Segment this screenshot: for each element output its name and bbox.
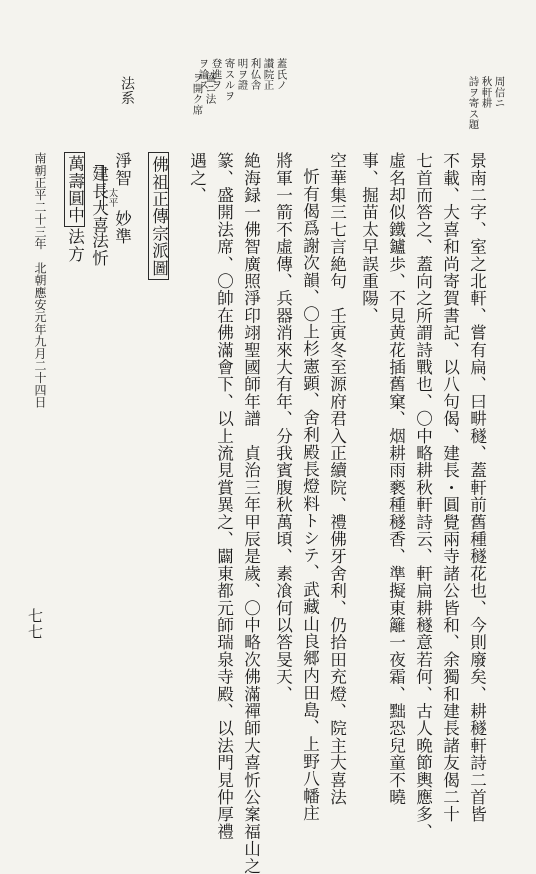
genealogy-other-name: 法方 <box>65 228 85 263</box>
genealogy-other: 萬壽圓中 <box>64 152 85 227</box>
genealogy-child: 建長大喜 <box>89 165 109 234</box>
main-column-10: 篆、盛開法席、〇帥在佛滿會下、以上流見賞異之、闢東都元師瑞泉寺殿、以法門見仲厚禮 <box>214 152 234 840</box>
annotation-2-col-3: 利仏舎 <box>249 58 262 91</box>
main-column-11: 遇之、 <box>187 152 207 204</box>
annotation-2-col-6: 登進ヲ <box>210 58 223 91</box>
main-column-4: 虛名却似鐵鑪歩、不見黄花插舊窠、烟耕雨褻種穟香、準擬東籬一夜霜、黜恐兒童不曉 <box>386 152 406 806</box>
genealogy-root-note: 太平 <box>106 188 118 208</box>
main-column-2: 不載、大喜和尚寄賀書記、以八句偈、建長・圓覺兩寺諸公皆和、余獨和建長諸友偈二十 <box>440 152 460 823</box>
genealogy-title: 佛祖正傳宗派圖 <box>148 152 169 280</box>
annotation-2-col-2: 讃院正 <box>262 58 275 91</box>
page-number: 七七 <box>26 608 44 640</box>
main-column-6: 空華集三七言絶句 壬寅冬至源府君入正續院、禮佛牙舍利、仍拾田充燈、院主大喜法 <box>327 152 347 806</box>
annotation-3-col-2: ヲ開ク席 <box>191 72 204 115</box>
main-column-5: 事、掘苗太早誤重陽、 <box>359 152 379 324</box>
annotation-4: 法系 <box>119 76 135 106</box>
main-column-3: 七首而答之、蓋向之所謂詩戰也、〇中略耕秋軒詩云、軒扁耕穟意若何、古人晩節輿應多、 <box>413 152 433 840</box>
main-column-9: 絶海録一佛智廣照淨印翊聖國師年譜 貞治三年甲辰是歲、〇中略次佛滿禪師大喜忻公䅁福山之 <box>241 152 261 874</box>
genealogy-root: 淨智 <box>112 152 132 187</box>
annotation-2-col-5: 寄スルヲ <box>223 58 236 101</box>
main-column-8: 將軍一箭不虛傳、兵器消來大有年、分我賓腹秋萬頃、素飡何以答旻天、 <box>273 152 293 703</box>
main-column-7: 忻有偈爲謝次韻、〇上杉憲顕、舍利殿長燈料トシテ、武藏山良郷内田島、上野八幡庄 <box>300 168 320 822</box>
annotation-1-col-2: 秋軒耕 <box>480 76 493 109</box>
annotation-2-col-1: 蓋氏ノ <box>275 58 288 91</box>
genealogy-child-name: 法忻 <box>89 232 109 267</box>
annotation-2-col-7: ヲ諭ス <box>197 58 210 91</box>
main-column-1: 景南二字、室之北軒、嘗有扁、曰畊穟、蓋軒前舊種穟花也、今則廢矣、耕穟軒詩二首皆 <box>467 152 487 823</box>
date-line: 南朝正平二十三年 北朝應安元年九月二十四日 <box>33 152 47 409</box>
annotation-1-col-1: 周信ニ <box>493 76 506 109</box>
annotation-1-col-3: 詩ヲ寄ス題 <box>467 76 480 130</box>
genealogy-root-name: 妙準 <box>112 210 132 245</box>
annotation-2-col-4: 明ヲ證 <box>236 58 249 91</box>
annotation-3-col-1: 盛ニ法 <box>204 72 217 105</box>
